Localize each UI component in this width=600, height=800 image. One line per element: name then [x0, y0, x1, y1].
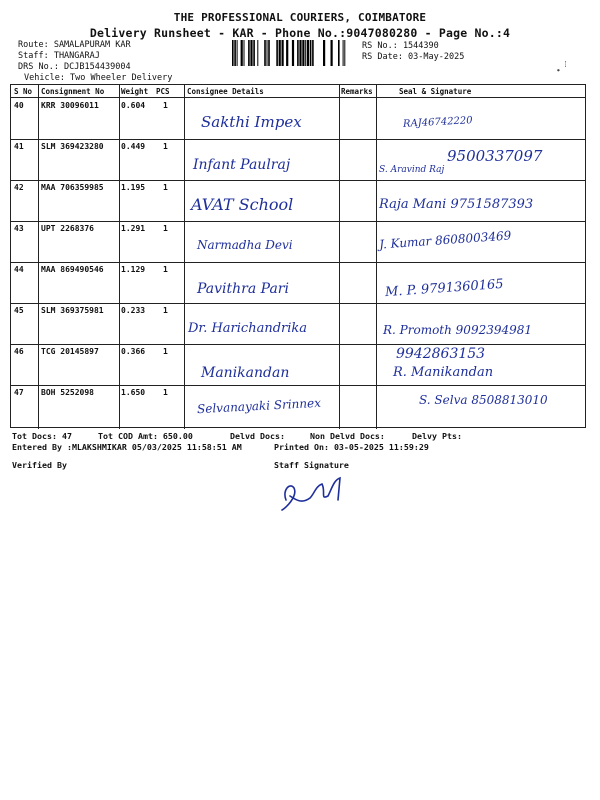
consignee-handwriting: Dr. Harichandrika — [188, 321, 308, 336]
signature-handwriting: R. Promoth 9092394981 — [383, 323, 533, 337]
signature-handwriting: Raja Mani 9751587393 — [379, 197, 534, 212]
row-divider — [11, 221, 585, 222]
rs-date-text: RS Date: 03-May-2025 — [362, 52, 465, 62]
header-weight: Weight — [121, 87, 149, 96]
barcode-image — [232, 40, 350, 66]
header-remarks: Remarks — [341, 87, 373, 96]
row-consignment: UPT 2268376 — [41, 224, 94, 233]
vehicle-text: Vehicle: Two Wheeler Delivery — [24, 73, 173, 83]
tot-docs-text: Tot Docs: 47 — [12, 431, 72, 441]
scan-speck-mark: ⁞ — [563, 60, 568, 69]
row-pcs: 1 — [163, 224, 168, 233]
runsheet-subtitle: Delivery Runsheet - KAR - Phone No.:9047080280 - Page No.:4 — [89, 26, 511, 40]
row-consignment: SLM 369423280 — [41, 142, 104, 151]
signature-handwriting: M. P. 9791360165 — [384, 276, 505, 301]
col-divider — [376, 85, 377, 429]
company-title: THE PROFESSIONAL COURIERS, COIMBATORE — [173, 11, 427, 24]
row-divider — [11, 385, 585, 386]
printed-on-text: Printed On: 03-05-2025 11:59:29 — [274, 442, 429, 452]
row-consignment: MAA 869490546 — [41, 265, 104, 274]
signature-handwriting: J. Kumar 8608003469 — [378, 228, 512, 252]
consignee-handwriting: Infant Paulraj — [193, 157, 291, 173]
consignee-handwriting: Sakthi Impex — [201, 113, 302, 131]
header-divider — [11, 97, 585, 98]
signature-handwriting: RAJ46742220 — [402, 115, 473, 130]
delvd-docs-text: Delvd Docs: — [230, 431, 285, 441]
row-divider — [11, 180, 585, 181]
row-weight: 0.366 — [121, 347, 146, 356]
row-divider — [11, 303, 585, 304]
staff-signature-label: Staff Signature — [274, 460, 349, 470]
consignee-handwriting: Pavithra Pari — [197, 281, 289, 297]
header-sno: S No — [14, 87, 33, 96]
col-divider — [339, 85, 340, 429]
delivery-table — [10, 84, 586, 428]
row-divider — [11, 262, 585, 263]
col-divider — [119, 85, 120, 429]
row-pcs: 1 — [163, 306, 168, 315]
row-divider — [11, 139, 585, 140]
scan-speck-mark: ∙ — [556, 66, 561, 75]
row-weight: 1.650 — [121, 388, 146, 397]
verified-by-label: Verified By — [12, 460, 67, 470]
signature-handwriting: 9942863153 — [396, 346, 486, 362]
row-sno: 41 — [14, 142, 24, 151]
row-sno: 43 — [14, 224, 24, 233]
header-seal-signature: Seal & Signature — [399, 87, 472, 96]
rs-no-text: RS No.: 1544390 — [362, 41, 439, 51]
row-weight: 0.449 — [121, 142, 146, 151]
col-divider — [38, 85, 39, 429]
row-sno: 44 — [14, 265, 24, 274]
row-pcs: 1 — [163, 347, 168, 356]
header-consignee: Consignee Details — [187, 87, 264, 96]
row-pcs: 1 — [163, 183, 168, 192]
staff-text: Staff: THANGARAJ — [18, 51, 100, 61]
consignee-handwriting: Selvanayaki Srinnex — [196, 395, 322, 417]
row-weight: 1.129 — [121, 265, 146, 274]
row-consignment: MAA 706359985 — [41, 183, 104, 192]
row-consignment: SLM 369375981 — [41, 306, 104, 315]
header-consignment: Consignment No — [41, 87, 105, 96]
signature-handwriting: 9500337097 — [447, 147, 543, 165]
row-divider — [11, 344, 585, 345]
row-pcs: 1 — [163, 265, 168, 274]
row-sno: 47 — [14, 388, 24, 397]
signature-handwriting: S. Aravind Raj — [379, 165, 445, 175]
row-sno: 42 — [14, 183, 24, 192]
row-weight: 1.195 — [121, 183, 146, 192]
row-pcs: 1 — [163, 142, 168, 151]
row-pcs: 1 — [163, 388, 168, 397]
signature-handwriting: S. Selva 8508813010 — [419, 393, 548, 407]
row-sno: 46 — [14, 347, 24, 356]
entered-by-text: Entered By :MLAKSHMIKAR 05/03/2025 11:58:51 AM — [12, 442, 242, 452]
drs-text: DRS No.: DCJB154439004 — [18, 62, 131, 72]
route-text: Route: SAMALAPURAM KAR — [18, 40, 131, 50]
row-sno: 40 — [14, 101, 24, 110]
row-weight: 0.233 — [121, 306, 146, 315]
delvy-pts-text: Delvy Pts: — [412, 431, 462, 441]
row-pcs: 1 — [163, 101, 168, 110]
consignee-handwriting: Narmadha Devi — [197, 238, 293, 252]
row-consignment: KRR 30096011 — [41, 101, 99, 110]
staff-signature-scribble — [276, 470, 356, 514]
tot-cod-text: Tot COD Amt: 650.00 — [98, 431, 193, 441]
consignee-handwriting: AVAT School — [191, 195, 294, 214]
row-sno: 45 — [14, 306, 24, 315]
non-delvd-docs-text: Non Delvd Docs: — [310, 431, 385, 441]
row-consignment: BOH 5252098 — [41, 388, 94, 397]
header-pcs: PCS — [156, 87, 170, 96]
col-divider — [184, 85, 185, 429]
row-consignment: TCG 20145897 — [41, 347, 99, 356]
consignee-handwriting: Manikandan — [201, 365, 290, 381]
row-weight: 1.291 — [121, 224, 146, 233]
signature-handwriting: R. Manikandan — [393, 365, 494, 380]
row-weight: 0.604 — [121, 101, 146, 110]
